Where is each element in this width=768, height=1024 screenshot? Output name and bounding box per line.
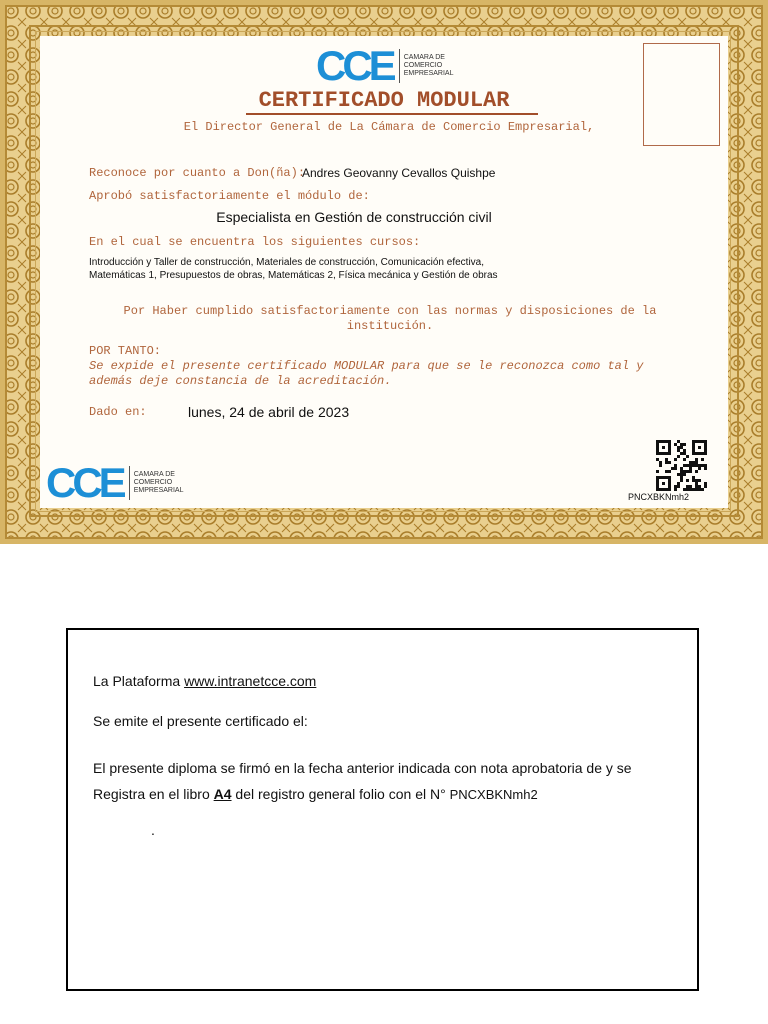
por-tanto-label: POR TANTO: (89, 344, 162, 358)
registry-line (93, 786, 538, 802)
logo-line: EMPRESARIAL (403, 70, 454, 78)
logo-line: COMERCIO (133, 478, 173, 486)
compliance-line: institución. (346, 319, 434, 333)
logo-line: COMERCIO (403, 61, 443, 69)
title-underline (246, 113, 538, 115)
platform-link[interactable]: www.intranetcce.com (184, 673, 317, 689)
courses-label: En el cual se encuentra los siguientes cursos: (89, 235, 421, 249)
qr-code-icon (656, 440, 707, 491)
expedition-statement (89, 359, 699, 389)
cce-logo-mark: CCE (46, 459, 123, 506)
logo-divider (129, 466, 130, 500)
courses-line: Introducción y Taller de construcción, Materiales de construcción, Comunicación efectiva, (89, 257, 485, 268)
expedition-line: además deje constancia de la acreditación. (89, 374, 392, 388)
cce-logo-mark: CCE (316, 42, 393, 89)
courses-line: Matemáticas 1, Presupuestos de obras, Matemáticas 2, Física mecánica y Gestión de obras (89, 270, 498, 281)
certificate-title: CERTIFICADO MODULAR (258, 88, 510, 113)
registry-box (66, 628, 699, 991)
cce-logo-text (404, 54, 454, 78)
reconoce-label: Reconoce por cuanto a Don(ña): (89, 166, 306, 180)
trailing-dot: . (151, 822, 155, 838)
module-name: Especialista en Gestión de construcción civil (216, 209, 492, 225)
aprobo-label: Aprobó satisfactoriamente el módulo de: (89, 189, 370, 203)
director-line: El Director General de La Cámara de Comercio Empresarial, (183, 120, 595, 134)
dado-label: Dado en: (89, 405, 147, 419)
logo-divider (399, 49, 400, 83)
cce-logo-bottom (46, 459, 184, 506)
courses-list (89, 256, 549, 282)
registry-suffix: del registro general folio con el N° (231, 786, 450, 802)
registry-code: PNCXBKNmh2 (449, 787, 538, 802)
cce-logo-text (134, 471, 184, 495)
registry-prefix: Registra en el libro (93, 786, 214, 802)
logo-line: EMPRESARIAL (133, 487, 184, 495)
emission-line: Se emite el presente certificado el: (93, 713, 308, 729)
diploma-line: El presente diploma se firmó en la fecha anterior indicada con nota aprobatoria de y se (93, 760, 632, 776)
logo-line: CAMARA DE (403, 53, 445, 61)
compliance-statement (90, 304, 690, 334)
issue-date: lunes, 24 de abril de 2023 (188, 404, 350, 420)
platform-line (93, 673, 316, 689)
book-number: A4 (213, 786, 232, 802)
platform-prefix: La Plataforma (93, 673, 185, 689)
expedition-line: Se expide el presente certificado MODULAR para que se le reconozca como tal y (89, 359, 644, 373)
recipient-name: Andres Geovanny Cevallos Quishpe (302, 166, 496, 180)
cce-logo-top (316, 42, 454, 89)
logo-line: CAMARA DE (133, 470, 175, 478)
verification-code: PNCXBKNmh2 (628, 492, 690, 502)
compliance-line: Por Haber cumplido satisfactoriamente con las normas y disposiciones de la (123, 304, 657, 318)
